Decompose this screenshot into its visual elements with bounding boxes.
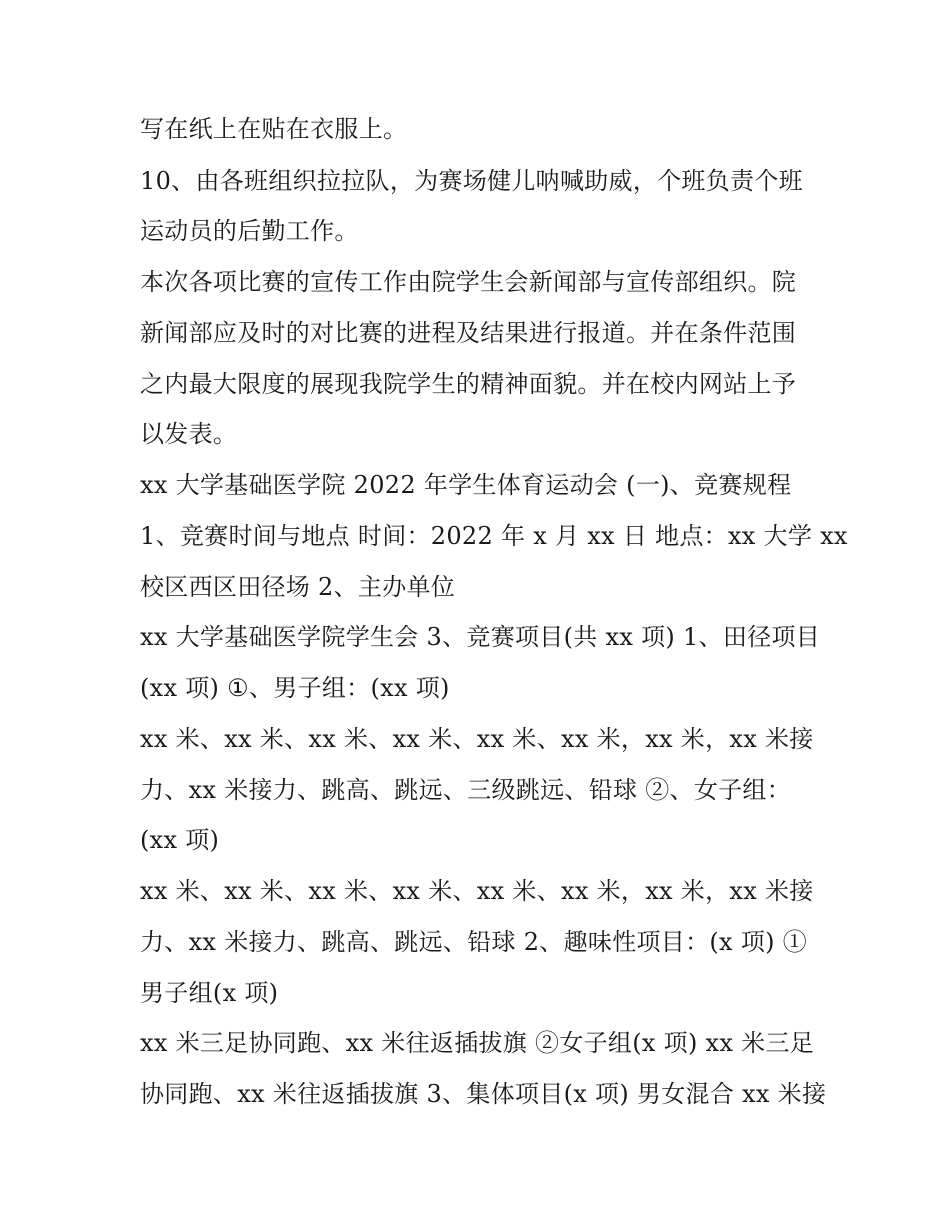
text-line: 1、竞赛时间与地点 时间：2022 年 x 月 xx 日 地点：xx 大学 xx: [140, 522, 848, 550]
text-line: xx 大学基础医学院学生会 3、竞赛项目(共 xx 项) 1、田径项目: [140, 623, 821, 651]
text-line: xx 米、xx 米、xx 米、xx 米、xx 米、xx 米，xx 米，xx 米接: [140, 725, 814, 753]
text-line: 力、xx 米接力、跳高、跳远、三级跳远、铅球 ②、女子组：: [140, 776, 792, 804]
text-line: 校区西区田径场 2、主办单位: [140, 573, 456, 601]
text-line: 力、xx 米接力、跳高、跳远、铅球 2、趣味性项目：(x 项) ①: [140, 928, 808, 956]
text-line: 新闻部应及时的对比赛的进程及结果进行报道。并在条件范围: [140, 319, 797, 347]
text-line: 以发表。: [140, 420, 238, 448]
text-line: 之内最大限度的展现我院学生的精神面貌。并在校内网站上予: [140, 370, 797, 398]
text-line: 本次各项比赛的宣传工作由院学生会新闻部与宣传部组织。院: [140, 268, 797, 296]
text-line: (xx 项): [140, 826, 220, 854]
text-line: 10、由各班组织拉拉队，为赛场健儿呐喊助威，个班负责个班: [140, 167, 803, 195]
text-line: (xx 项) ①、男子组：(xx 项): [140, 674, 450, 702]
text-line: xx 大学基础医学院 2022 年学生体育运动会 (一)、竞赛规程: [140, 471, 792, 499]
text-line: xx 米三足协同跑、xx 米往返插拔旗 ②女子组(x 项) xx 米三足: [140, 1029, 815, 1057]
text-line: 协同跑、xx 米往返插拔旗 3、集体项目(x 项) 男女混合 xx 米接: [140, 1080, 827, 1108]
text-line: 运动员的后勤工作。: [140, 217, 359, 245]
text-line: xx 米、xx 米、xx 米、xx 米、xx 米、xx 米，xx 米，xx 米接: [140, 877, 814, 905]
text-line: 写在纸上在贴在衣服上。: [140, 115, 408, 143]
text-line: 男子组(x 项): [140, 979, 279, 1007]
